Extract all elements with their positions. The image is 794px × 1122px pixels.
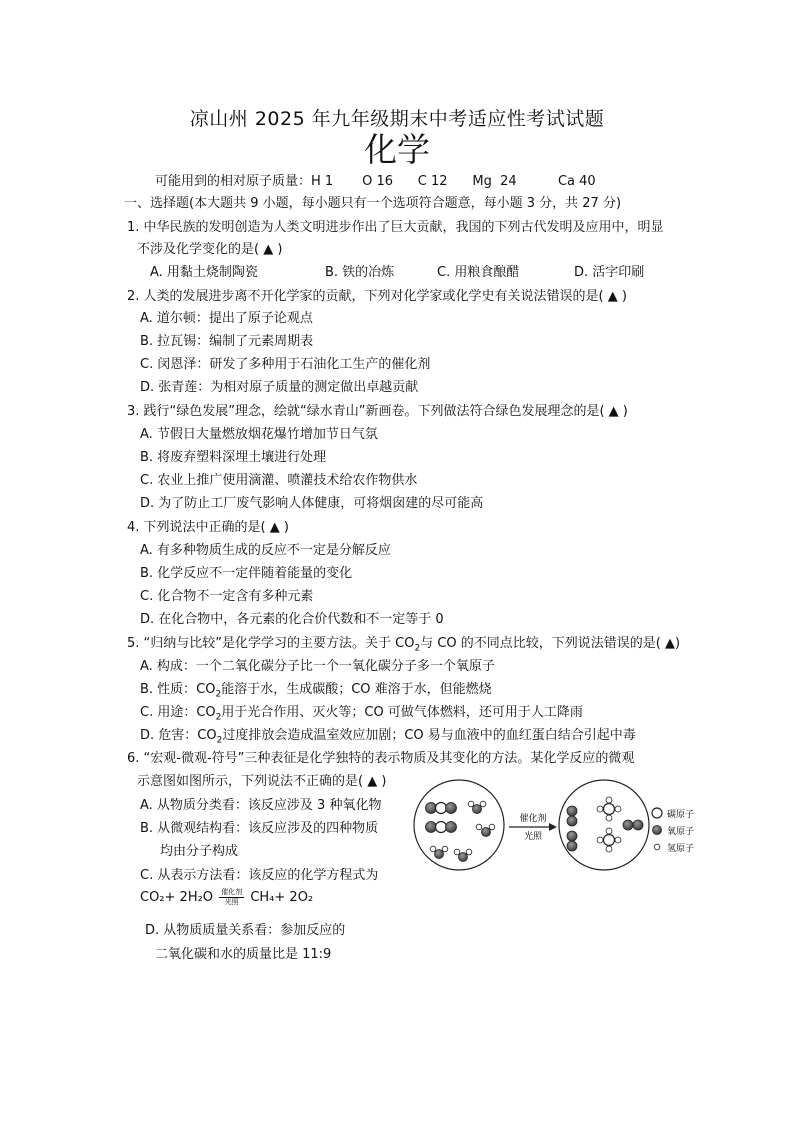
q5-stem-post: 与 CO 的不同点比较，下列说法错误的是( ▲) [420, 636, 681, 651]
equation-catalyst: 催化剂 [221, 888, 243, 896]
q1-option-c: C. 用粮食酿醋 [437, 265, 520, 280]
q5-b-sub: 2 [215, 689, 222, 700]
equation-reactants: CO₂+ 2H₂O [140, 890, 214, 905]
q5-c-sub: 2 [215, 712, 222, 723]
arrow-label-light: 光照 [523, 832, 543, 842]
q6-option-d-line1: D. 从物质质量关系看：参加反应的 [145, 923, 346, 938]
ch4-molecule-2 [597, 828, 621, 852]
q3-option-b: B. 将废弃塑料深埋土壤进行处理 [140, 450, 327, 465]
equation-light: 光照 [224, 898, 239, 906]
q5-d-pre: D. 危害：CO [140, 728, 217, 743]
hydrogen-atom-icon [654, 844, 660, 850]
q2-option-a: A. 道尔顿：提出了原子论观点 [140, 311, 313, 326]
q4-option-d: D. 在化合物中，各元素的化合价代数和不一定等于 0 [140, 612, 444, 627]
arrow-label-catalyst: 催化剂 [519, 814, 547, 824]
arrow-head-icon [549, 823, 557, 831]
legend-carbon: 碳原子 [667, 810, 695, 820]
co2-molecule-1 [426, 803, 457, 814]
q6-equation [140, 888, 313, 907]
q5-option-c [140, 701, 583, 723]
equation-condition [219, 888, 244, 907]
q6-option-c: C. 从表示方法看：该反应的化学方程式为 [140, 868, 379, 883]
q5-stem-pre: 5. “归纳与比较”是化学学习的主要方法。关于 CO [127, 636, 415, 651]
q1-option-d: D. 活字印刷 [574, 265, 645, 280]
q3-stem: 3. 践行“绿色发展”理念，绘就“绿水青山”新画卷。下列做法符合绿色发展理念的是( ▲ ) [127, 404, 628, 419]
q5-b-post: 能溶于水，生成碳酸；CO 难溶于水，但能燃烧 [221, 682, 492, 697]
q6-option-b-line2: 均由分子构成 [160, 844, 239, 859]
subject-title: 化学 [364, 130, 430, 169]
q4-option-b: B. 化学反应不一定伴随着能量的变化 [140, 566, 353, 581]
exam-title: 凉山州 2025 年九年级期末中考适应性考试试题 [189, 108, 605, 130]
h2o-molecule-2 [476, 824, 495, 836]
co2-molecule-2 [426, 822, 457, 833]
q2-option-d: D. 张青莲：为相对原子质量的测定做出卓越贡献 [140, 380, 419, 395]
q4-stem: 4. 下列说法中正确的是( ▲ ) [127, 520, 289, 535]
q5-b-pre: B. 性质：CO [140, 682, 216, 697]
q1-option-b: B. 铁的冶炼 [325, 265, 395, 280]
h2o-molecule-3 [430, 846, 448, 858]
section-heading: 一、选择题(本大题共 9 小题，每小题只有一个选项符合题意，每小题 3 分，共 27 分) [124, 196, 622, 211]
q6-option-a: A. 从物质分类看：该反应涉及 3 种氧化物 [140, 798, 382, 813]
h2o-molecule-1 [468, 801, 486, 813]
o2-molecule-3 [623, 820, 643, 830]
q4-option-c: C. 化合物不一定含有多种元素 [140, 589, 314, 604]
q2-option-b: B. 拉瓦锡：编制了元素周期表 [140, 334, 314, 349]
ch4-molecule-1 [597, 797, 621, 821]
q5-option-a: A. 构成：一个二氧化碳分子比一个一氧化碳分子多一个氧原子 [140, 659, 495, 674]
reaction-diagram [409, 779, 709, 871]
legend-hydrogen: 氢原子 [667, 844, 695, 854]
q6-stem-line2: 示意图如图所示，下列说法不正确的是( ▲ ) [137, 774, 387, 789]
q3-option-a: A. 节假日大量燃放烟花爆竹增加节日气氛 [140, 427, 378, 442]
q3-option-c: C. 农业上推广使用滴灌、喷灌技术给农作物供水 [140, 473, 418, 488]
q5-d-sub: 2 [216, 735, 223, 746]
oxygen-atom-icon [653, 826, 662, 835]
q6-stem-line1: 6. “宏观-微观-符号”三种表征是化学独特的表示物质及其变化的方法。某化学反应的微观 [127, 751, 635, 766]
q6-option-d-line2: 二氧化碳和水的质量比是 11:9 [155, 947, 332, 962]
h2o-molecule-4 [454, 849, 472, 861]
q5-option-b [140, 678, 492, 700]
q5-c-pre: C. 用途：CO [140, 705, 216, 720]
q5-c-post: 用于光合作用、灭火等；CO 可做气体燃料，还可用于人工降雨 [221, 705, 583, 720]
q1-option-a: A. 用黏土烧制陶瓷 [150, 265, 258, 280]
equation-products: CH₄+ 2O₂ [250, 890, 314, 905]
legend-oxygen: 氧原子 [667, 827, 695, 837]
o2-molecule-2 [567, 831, 577, 851]
carbon-atom-icon [652, 808, 662, 818]
diagram-legend [652, 808, 694, 854]
q3-option-d: D. 为了防止工厂废气影响人体健康，可将烟囱建的尽可能高 [140, 496, 484, 511]
q5-stem-sub: 2 [414, 643, 421, 654]
relative-atomic-masses: 可能用到的相对原子质量：H 1 O 16 C 12 Mg 24 Ca 40 [155, 174, 596, 189]
q1-stem-line2: 不涉及化学变化的是( ▲ ) [137, 242, 283, 257]
q2-stem: 2. 人类的发展进步离不开化学家的贡献，下列对化学家或化学史有关说法错误的是( ▲ ) [127, 289, 627, 304]
q4-option-a: A. 有多种物质生成的反应不一定是分解反应 [140, 543, 391, 558]
q5-stem [127, 632, 680, 654]
q1-stem-line1: 1. 中华民族的发明创造为人类文明进步作出了巨大贡献，我国的下列古代发明及应用中，明显 [127, 220, 664, 235]
q5-option-d [140, 724, 636, 746]
q6-option-b-line1: B. 从微观结构看：该反应涉及的四种物质 [140, 821, 379, 836]
q5-d-post: 过度排放会造成温室效应加剧；CO 易与血液中的血红蛋白结合引起中毒 [222, 728, 636, 743]
o2-molecule-1 [567, 806, 577, 826]
q2-option-c: C. 闵恩泽：研发了多种用于石油化工生产的催化剂 [140, 357, 431, 372]
